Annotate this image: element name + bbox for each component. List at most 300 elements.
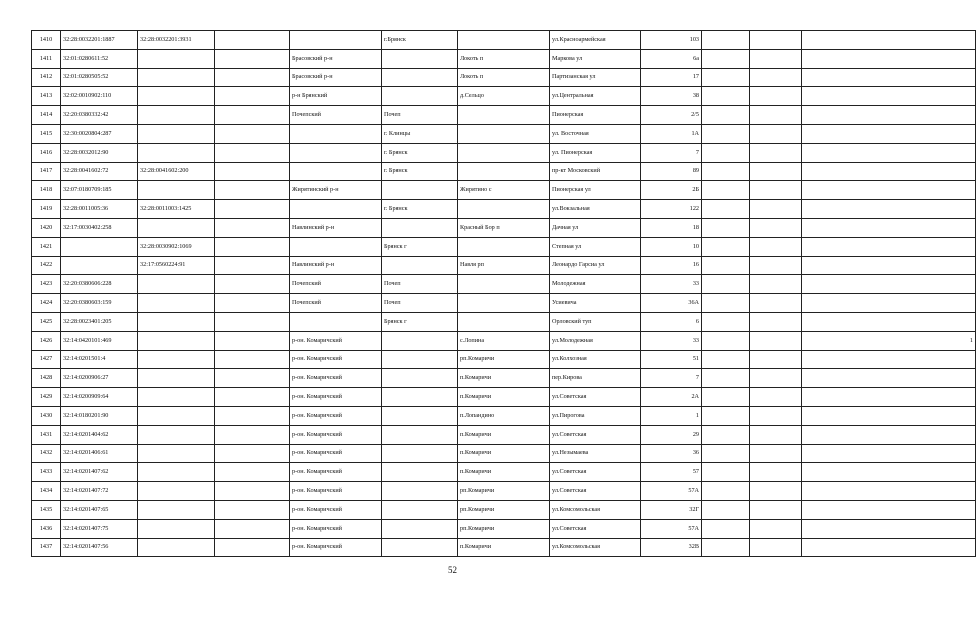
city-cell (382, 463, 458, 482)
settlement-cell: Локоть п (458, 49, 550, 68)
column-11-cell (750, 106, 802, 125)
district-cell: р-он. Комаричский (290, 538, 382, 557)
column-12-cell (802, 237, 976, 256)
column-12-cell (802, 31, 976, 50)
city-cell: г. Брянск (382, 200, 458, 219)
column-10-cell (702, 500, 750, 519)
column-11-cell (750, 444, 802, 463)
column-12-cell (802, 482, 976, 501)
column-12-cell (802, 388, 976, 407)
column-10-cell (702, 124, 750, 143)
column-12-cell (802, 275, 976, 294)
column-12-cell (802, 49, 976, 68)
cadastral-number-2-cell (138, 106, 215, 125)
column-10-cell (702, 294, 750, 313)
row-number-cell: 1413 (32, 87, 61, 106)
settlement-cell: п.Комаричи (458, 425, 550, 444)
cadastral-number-2-cell (138, 124, 215, 143)
district-cell (290, 143, 382, 162)
column-11-cell (750, 256, 802, 275)
district-cell: Навлинский р-н (290, 256, 382, 275)
city-cell: г. Брянск (382, 143, 458, 162)
house-number-cell: 2/5 (641, 106, 702, 125)
settlement-cell: рп.Комаричи (458, 500, 550, 519)
cadastral-number-cell: 32:02:0010902:110 (61, 87, 138, 106)
district-cell: р-он. Комаричский (290, 369, 382, 388)
street-cell: пер.Кирова (550, 369, 641, 388)
house-number-cell: 89 (641, 162, 702, 181)
table-row (32, 425, 976, 444)
house-number-cell: 10 (641, 237, 702, 256)
table-row (32, 143, 976, 162)
column-12-cell (802, 500, 976, 519)
district-cell: Брасовский р-н (290, 68, 382, 87)
settlement-cell: с.Лопина (458, 331, 550, 350)
district-cell: р-он. Комаричский (290, 444, 382, 463)
district-cell: Почепский (290, 294, 382, 313)
cadastral-number-2-cell: 32:28:0041602:200 (138, 162, 215, 181)
cadastral-number-2-cell (138, 181, 215, 200)
city-cell (382, 425, 458, 444)
column-4-cell (215, 482, 290, 501)
settlement-cell: п.Комаричи (458, 369, 550, 388)
street-cell: ул.Советская (550, 482, 641, 501)
settlement-cell: д.Сельцо (458, 87, 550, 106)
street-cell: Орловский туп (550, 312, 641, 331)
column-12-cell (802, 124, 976, 143)
settlement-cell: п.Лопандино (458, 406, 550, 425)
column-10-cell (702, 181, 750, 200)
street-cell: Партизанская ул (550, 68, 641, 87)
column-11-cell (750, 49, 802, 68)
column-10-cell (702, 350, 750, 369)
settlement-cell (458, 106, 550, 125)
district-cell: р-он. Комаричский (290, 463, 382, 482)
column-11-cell (750, 31, 802, 50)
cadastral-number-2-cell (138, 444, 215, 463)
house-number-cell: 32Г (641, 500, 702, 519)
column-4-cell (215, 275, 290, 294)
row-number-cell: 1427 (32, 350, 61, 369)
house-number-cell: 18 (641, 218, 702, 237)
table-row (32, 312, 976, 331)
cadastral-number-2-cell (138, 369, 215, 388)
page-number: 52 (448, 565, 457, 575)
district-cell: р-он. Комаричский (290, 331, 382, 350)
settlement-cell: п.Комаричи (458, 388, 550, 407)
settlement-cell: п.Комаричи (458, 463, 550, 482)
column-4-cell (215, 68, 290, 87)
column-10-cell (702, 312, 750, 331)
table-row (32, 106, 976, 125)
table-row (32, 237, 976, 256)
table-row (32, 68, 976, 87)
column-11-cell (750, 519, 802, 538)
cadastral-number-cell: 32:14:0201407:75 (61, 519, 138, 538)
column-10-cell (702, 87, 750, 106)
column-4-cell (215, 463, 290, 482)
cadastral-number-2-cell (138, 519, 215, 538)
house-number-cell: 17 (641, 68, 702, 87)
row-number-cell: 1436 (32, 519, 61, 538)
column-11-cell (750, 275, 802, 294)
table-row (32, 87, 976, 106)
column-10-cell (702, 444, 750, 463)
column-12-cell (802, 350, 976, 369)
table-row (32, 162, 976, 181)
column-11-cell (750, 294, 802, 313)
column-10-cell (702, 256, 750, 275)
table-row (32, 500, 976, 519)
city-cell (382, 519, 458, 538)
row-number-cell: 1418 (32, 181, 61, 200)
row-number-cell: 1417 (32, 162, 61, 181)
row-number-cell: 1415 (32, 124, 61, 143)
table-row (32, 482, 976, 501)
district-cell (290, 124, 382, 143)
cadastral-number-cell: 32:14:0420101:469 (61, 331, 138, 350)
row-number-cell: 1435 (32, 500, 61, 519)
settlement-cell (458, 312, 550, 331)
table-row (32, 275, 976, 294)
cadastral-number-cell: 32:14:0201407:72 (61, 482, 138, 501)
column-10-cell (702, 463, 750, 482)
column-11-cell (750, 162, 802, 181)
house-number-cell: 51 (641, 350, 702, 369)
district-cell: р-он. Комаричский (290, 500, 382, 519)
column-10-cell (702, 369, 750, 388)
row-number-cell: 1430 (32, 406, 61, 425)
row-number-cell: 1410 (32, 31, 61, 50)
city-cell (382, 500, 458, 519)
row-number-cell: 1411 (32, 49, 61, 68)
column-4-cell (215, 519, 290, 538)
city-cell: Почеп (382, 275, 458, 294)
house-number-cell: 36 (641, 444, 702, 463)
street-cell: ул.Комсомольская (550, 538, 641, 557)
settlement-cell: Жирятино с (458, 181, 550, 200)
table-row (32, 31, 976, 50)
cadastral-number-2-cell: 32:28:0030902:1069 (138, 237, 215, 256)
settlement-cell: рп.Комаричи (458, 350, 550, 369)
cadastral-number-2-cell (138, 49, 215, 68)
table-row (32, 331, 976, 350)
column-11-cell (750, 482, 802, 501)
district-cell (290, 312, 382, 331)
cadastral-number-cell: 32:14:0201407:62 (61, 463, 138, 482)
column-12-cell (802, 369, 976, 388)
street-cell: ул.Комсомольская (550, 500, 641, 519)
house-number-cell: 1 (641, 406, 702, 425)
column-4-cell (215, 87, 290, 106)
house-number-cell: 6а (641, 49, 702, 68)
column-4-cell (215, 143, 290, 162)
column-10-cell (702, 237, 750, 256)
city-cell: Почеп (382, 106, 458, 125)
district-cell: Брасовский р-н (290, 49, 382, 68)
district-cell: Навлинский р-н (290, 218, 382, 237)
cadastral-number-cell: 32:07:0180709:185 (61, 181, 138, 200)
city-cell (382, 331, 458, 350)
column-4-cell (215, 331, 290, 350)
column-4-cell (215, 181, 290, 200)
row-number-cell: 1419 (32, 200, 61, 219)
settlement-cell (458, 200, 550, 219)
cadastral-number-cell: 32:14:0201407:65 (61, 500, 138, 519)
column-12-cell (802, 68, 976, 87)
row-number-cell: 1412 (32, 68, 61, 87)
house-number-cell: 1А (641, 124, 702, 143)
cadastral-number-cell: 32:14:0201404:62 (61, 425, 138, 444)
cadastral-number-cell: 32:20:0380603:159 (61, 294, 138, 313)
cadastral-number-cell: 32:14:0201501:4 (61, 350, 138, 369)
column-10-cell (702, 68, 750, 87)
row-number-cell: 1434 (32, 482, 61, 501)
city-cell (382, 482, 458, 501)
house-number-cell: 57А (641, 519, 702, 538)
column-4-cell (215, 538, 290, 557)
column-12-cell (802, 444, 976, 463)
house-number-cell: 7 (641, 143, 702, 162)
cadastral-number-2-cell (138, 350, 215, 369)
cadastral-number-2-cell (138, 294, 215, 313)
column-4-cell (215, 106, 290, 125)
row-number-cell: 1437 (32, 538, 61, 557)
street-cell: Леонардо Гарсиа ул (550, 256, 641, 275)
settlement-cell (458, 275, 550, 294)
column-11-cell (750, 312, 802, 331)
city-cell (382, 49, 458, 68)
street-cell: ул. Восточная (550, 124, 641, 143)
settlement-cell: Навля рп (458, 256, 550, 275)
column-12-cell (802, 312, 976, 331)
column-4-cell (215, 49, 290, 68)
cadastral-number-cell: 32:14:0180201:90 (61, 406, 138, 425)
city-cell (382, 444, 458, 463)
column-11-cell (750, 124, 802, 143)
column-12-cell (802, 425, 976, 444)
row-number-cell: 1422 (32, 256, 61, 275)
column-4-cell (215, 162, 290, 181)
column-12-cell (802, 106, 976, 125)
street-cell: Дачная ул (550, 218, 641, 237)
table-row (32, 519, 976, 538)
column-11-cell (750, 463, 802, 482)
settlement-cell (458, 143, 550, 162)
cadastral-number-cell: 32:28:0023401:205 (61, 312, 138, 331)
table-row (32, 444, 976, 463)
column-12-cell (802, 519, 976, 538)
column-12-cell (802, 538, 976, 557)
cadastral-number-cell: 32:28:0032012:90 (61, 143, 138, 162)
column-11-cell (750, 218, 802, 237)
cadastral-number-cell: 32:14:0201406:61 (61, 444, 138, 463)
house-number-cell: 2Б (641, 181, 702, 200)
column-11-cell (750, 538, 802, 557)
house-number-cell: 33 (641, 275, 702, 294)
row-number-cell: 1423 (32, 275, 61, 294)
cadastral-number-2-cell (138, 312, 215, 331)
row-number-cell: 1433 (32, 463, 61, 482)
district-cell: р-н Брянский (290, 87, 382, 106)
registry-table (31, 30, 976, 557)
city-cell (382, 87, 458, 106)
column-12-cell (802, 463, 976, 482)
settlement-cell: рп.Комаричи (458, 482, 550, 501)
city-cell: г. Клинцы (382, 124, 458, 143)
city-cell (382, 388, 458, 407)
house-number-cell: 36А (641, 294, 702, 313)
row-number-cell: 1416 (32, 143, 61, 162)
row-number-cell: 1425 (32, 312, 61, 331)
column-4-cell (215, 425, 290, 444)
column-10-cell (702, 162, 750, 181)
settlement-cell (458, 31, 550, 50)
settlement-cell: рп.Комаричи (458, 519, 550, 538)
settlement-cell (458, 124, 550, 143)
table-row (32, 388, 976, 407)
district-cell: р-он. Комаричский (290, 388, 382, 407)
city-cell (382, 68, 458, 87)
row-number-cell: 1426 (32, 331, 61, 350)
street-cell: ул.Колхозная (550, 350, 641, 369)
settlement-cell (458, 162, 550, 181)
cadastral-number-cell: 32:20:0380332:42 (61, 106, 138, 125)
street-cell: ул.Красноармейская (550, 31, 641, 50)
column-4-cell (215, 200, 290, 219)
house-number-cell: 57 (641, 463, 702, 482)
table-row (32, 124, 976, 143)
settlement-cell (458, 294, 550, 313)
street-cell: ул.Молодежная (550, 331, 641, 350)
city-cell: Брянск г (382, 312, 458, 331)
cadastral-number-cell: 32:17:0030402:258 (61, 218, 138, 237)
district-cell: р-он. Комаричский (290, 519, 382, 538)
row-number-cell: 1421 (32, 237, 61, 256)
column-11-cell (750, 237, 802, 256)
column-4-cell (215, 124, 290, 143)
column-4-cell (215, 406, 290, 425)
cadastral-number-2-cell (138, 143, 215, 162)
street-cell: ул.Советская (550, 425, 641, 444)
house-number-cell: 33 (641, 331, 702, 350)
column-12-cell (802, 162, 976, 181)
city-cell: г.Брянск (382, 31, 458, 50)
column-11-cell (750, 87, 802, 106)
column-4-cell (215, 500, 290, 519)
district-cell: Жирятинский р-н (290, 181, 382, 200)
street-cell: Пионерская ул (550, 181, 641, 200)
table-row (32, 256, 976, 275)
house-number-cell: 16 (641, 256, 702, 275)
street-cell: Степная ул (550, 237, 641, 256)
city-cell: г. Брянск (382, 162, 458, 181)
cadastral-number-2-cell (138, 218, 215, 237)
cadastral-number-2-cell (138, 482, 215, 501)
house-number-cell: 38 (641, 87, 702, 106)
cadastral-number-cell: 32:28:0011005:36 (61, 200, 138, 219)
district-cell (290, 31, 382, 50)
column-10-cell (702, 275, 750, 294)
cadastral-number-cell: 32:30:0020804:287 (61, 124, 138, 143)
cadastral-number-2-cell (138, 463, 215, 482)
column-12-cell (802, 87, 976, 106)
column-4-cell (215, 350, 290, 369)
cadastral-number-cell: 32:20:0380606:228 (61, 275, 138, 294)
column-10-cell (702, 388, 750, 407)
column-11-cell (750, 500, 802, 519)
row-number-cell: 1424 (32, 294, 61, 313)
table-row (32, 463, 976, 482)
column-10-cell (702, 143, 750, 162)
city-cell (382, 538, 458, 557)
cadastral-number-cell: 32:14:0201407:56 (61, 538, 138, 557)
column-12-cell: 1 (802, 331, 976, 350)
cadastral-number-cell: 32:28:0032201:1887 (61, 31, 138, 50)
column-12-cell (802, 200, 976, 219)
cadastral-number-2-cell (138, 500, 215, 519)
table-row (32, 218, 976, 237)
row-number-cell: 1431 (32, 425, 61, 444)
row-number-cell: 1420 (32, 218, 61, 237)
cadastral-number-2-cell (138, 331, 215, 350)
district-cell: р-он. Комаричский (290, 482, 382, 501)
city-cell (382, 406, 458, 425)
district-cell: Почепский (290, 275, 382, 294)
city-cell (382, 256, 458, 275)
table-row (32, 406, 976, 425)
cadastral-number-cell: 32:01:0280505:52 (61, 68, 138, 87)
column-11-cell (750, 388, 802, 407)
column-4-cell (215, 444, 290, 463)
street-cell: ул.Пирогова (550, 406, 641, 425)
row-number-cell: 1429 (32, 388, 61, 407)
column-12-cell (802, 294, 976, 313)
street-cell: Молодежная (550, 275, 641, 294)
district-cell: р-он. Комаричский (290, 406, 382, 425)
column-11-cell (750, 406, 802, 425)
house-number-cell: 122 (641, 200, 702, 219)
row-number-cell: 1414 (32, 106, 61, 125)
city-cell (382, 350, 458, 369)
column-10-cell (702, 331, 750, 350)
house-number-cell: 29 (641, 425, 702, 444)
cadastral-number-2-cell (138, 388, 215, 407)
district-cell (290, 237, 382, 256)
city-cell: Брянск г (382, 237, 458, 256)
column-4-cell (215, 294, 290, 313)
street-cell: ул.Советская (550, 519, 641, 538)
district-cell: р-он. Комаричский (290, 350, 382, 369)
district-cell (290, 200, 382, 219)
column-12-cell (802, 143, 976, 162)
column-10-cell (702, 425, 750, 444)
settlement-cell: Локоть п (458, 68, 550, 87)
settlement-cell: п.Комаричи (458, 538, 550, 557)
cadastral-number-cell (61, 237, 138, 256)
street-cell: Усиевича (550, 294, 641, 313)
column-11-cell (750, 331, 802, 350)
cadastral-number-2-cell: 32:17:0560224:91 (138, 256, 215, 275)
column-12-cell (802, 218, 976, 237)
column-11-cell (750, 350, 802, 369)
column-4-cell (215, 237, 290, 256)
registry-body (32, 31, 976, 557)
settlement-cell: Красный Бор п (458, 218, 550, 237)
street-cell: ул. Пионерская (550, 143, 641, 162)
column-12-cell (802, 256, 976, 275)
street-cell: ул.Незымаева (550, 444, 641, 463)
